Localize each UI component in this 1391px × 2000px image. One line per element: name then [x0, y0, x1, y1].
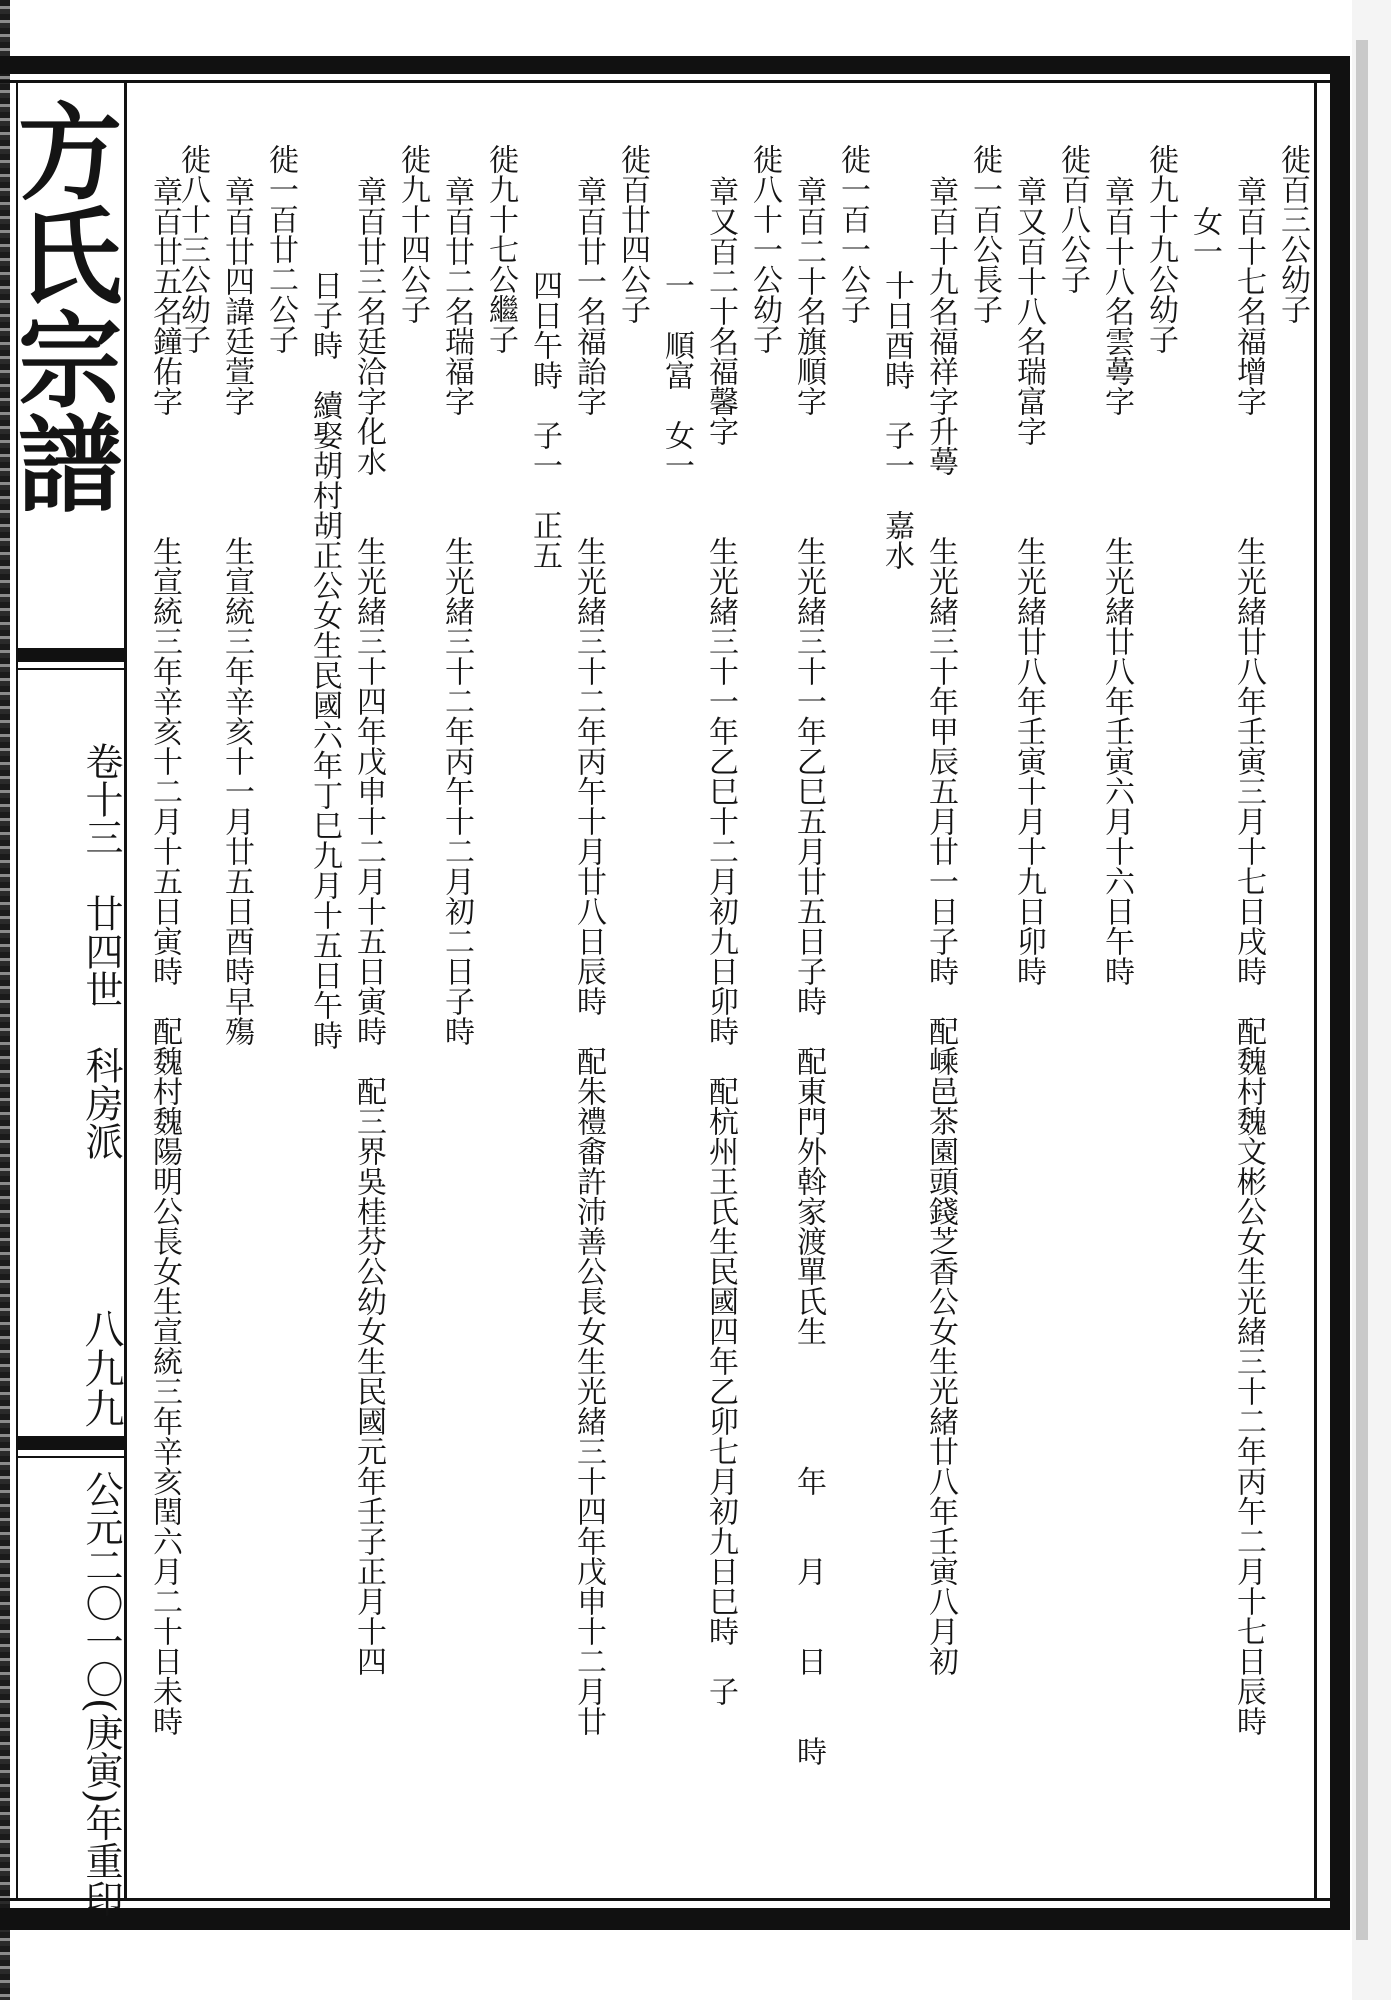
text-column: 徙百八公子: [1055, 144, 1090, 294]
text-column: 十日酉時 子一 嘉水: [879, 240, 914, 570]
volume-info: 卷十三 廿四世 科房派: [79, 742, 123, 1160]
text-column: 四日午時 子一 正五: [527, 240, 562, 570]
frame-top-bar: [0, 56, 1350, 74]
text-column: 徙一百廿二公子: [263, 144, 298, 354]
fish-tail-top-line: [18, 668, 124, 670]
margin-divider-rule: [124, 80, 127, 1901]
text-column: 章百十七名福增字 生光緒廿八年壬寅三月十七日戌時 配魏村魏文彬公女生光緒三十二年丙午二月十七日辰時: [1231, 176, 1266, 1736]
reprint-info: 公元二〇一〇(庚寅)年重印: [79, 1470, 123, 1918]
frame-right-bar: [1330, 56, 1350, 1930]
text-column: 徙百三公幼子: [1275, 144, 1310, 324]
text-column: 章又百二十名福馨字 生光緒三十一年乙巳十二月初九日卯時 配杭州王氏生民國四年乙卯七月初九日巳時 子: [703, 176, 738, 1706]
frame-top-rule: [0, 80, 1330, 83]
text-column: 章百廿一名福詒字 生光緒三十二年丙午十月廿八日辰時 配朱禮畬許沛善公長女生光緒三十四年戊申十二月廿: [571, 176, 606, 1736]
fish-tail-bottom: [18, 1436, 124, 1450]
text-column: 章百二十名旗順字 生光緒三十一年乙巳五月廿五日子時 配東門外斡家渡單氏生 年 月 日 時: [791, 176, 826, 1766]
text-column: 章百廿四諱廷萱字 生宣統三年辛亥十一月廿五日酉時早殤: [219, 176, 254, 1046]
fish-tail-bottom-line: [18, 1456, 124, 1458]
text-column: 徙百廿四公子: [615, 144, 650, 324]
frame-bottom-rule: [0, 1898, 1330, 1901]
text-column: 徙九十九公幼子: [1143, 144, 1178, 354]
scan-edge-right: [1352, 0, 1391, 2000]
fish-tail-top: [18, 648, 124, 662]
text-column: 章百廿五名鐘佑字 生宣統三年辛亥十二月十五日寅時 配魏村魏陽明公長女生宣統三年辛亥閏六月二十日未時: [147, 176, 182, 1736]
text-column: 女一: [1187, 176, 1222, 266]
text-column: 章百廿三名廷洽字化水 生光緒三十四年戊申十二月十五日寅時 配三界吳桂芬公幼女生民國元年壬子正月十四: [351, 176, 386, 1676]
text-column: 日子時 續娶胡村胡正公女生民國六年丁巳九月十五日午時: [307, 240, 342, 1050]
text-column: 章又百十八名瑞富字 生光緒廿八年壬寅十月十九日卯時: [1011, 176, 1046, 986]
genealogy-title: 方氏宗譜: [0, 98, 123, 514]
page-number: 八九九: [78, 1308, 124, 1428]
text-column: 徙八十三公幼子: [175, 144, 210, 354]
frame-bottom-bar: [0, 1908, 1350, 1930]
text-column: 徙八十一公幼子: [747, 144, 782, 354]
text-column: 章百十八名雲蕚字 生光緒廿八年壬寅六月十六日午時: [1099, 176, 1134, 986]
text-column: 章百十九名福祥字升蕚 生光緒三十年甲辰五月廿一日子時 配嵊邑茶園頭錢芝香公女生光緒廿八年壬寅八月初: [923, 176, 958, 1676]
frame-inner-right-rule: [1314, 80, 1317, 1901]
text-column: 徙一百公長子: [967, 144, 1002, 324]
text-column: 徙一百一公子: [835, 144, 870, 324]
text-column: 徙九十七公繼子: [483, 144, 518, 354]
scan-strip: [1356, 40, 1368, 1940]
text-column: 章百廿二名瑞福字 生光緒三十二年丙午十二月初二日子時: [439, 176, 474, 1046]
text-column: 一 順富 女一: [659, 240, 694, 480]
text-column: 徙九十四公子: [395, 144, 430, 324]
